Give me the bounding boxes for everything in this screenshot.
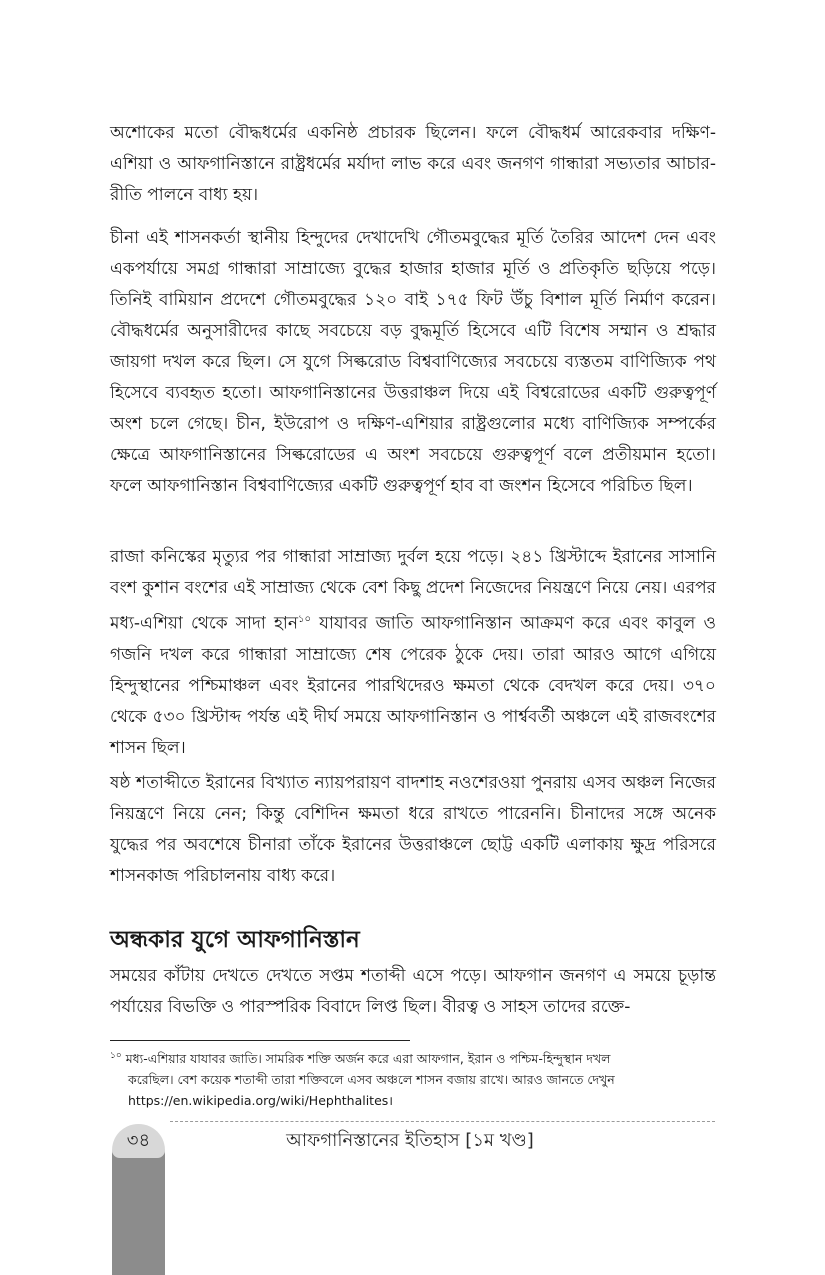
paragraph-3-text-before: রাজা কনিস্কের মৃত্যুর পর গান্ধারা সাম্রাজ্য দুর্বল হয়ে পড়ে। ২৪১ খ্রিস্টাব্দে ইরানের সাসানি বংশ কুশান বংশের এই সাম্রাজ্য থেকে বেশ কিছু প্রদেশ নিজেদের নিয়ন্ত্রণে নিয়ে নেয়। এরপর মধ্য-এশিয়া থেকে সাদা হান — [110, 547, 716, 634]
footnote-mark: ১০ — [110, 1051, 122, 1061]
paragraph-2: চীনা এই শাসনকর্তা স্থানীয় হিন্দুদের দেখাদেখি গৌতমবুদ্ধের মূর্তি তৈরির আদেশ দেন এবং একপর্যায়ে সমগ্র গান্ধারা সাম্রাজ্যে বুদ্ধের হাজার হাজার মূর্তি ও প্রতিকৃতি ছড়িয়ে পড়ে। তিনিই বামিয়ান প্রদেশে গৌতমবুদ্ধের ১২০ বাই ১৭৫ ফিট উঁচু বিশাল মূর্তি নির্মাণ করেন। বৌদ্ধধর্মের অনুসারীদের কাছে সবচেয়ে বড় বুদ্ধমূর্তি হিসেবে এটি বিশেষ সম্মান ও শ্রদ্ধার জায়গা দখল করে ছিল। সে যুগে সিল্করোড বিশ্ববাণিজ্যের সবচেয়ে ব্যস্ততম বাণিজ্যিক পথ হিসেবে ব্যবহৃত হতো। আফগানিস্তানের উত্তরাঞ্চল দিয়ে এই বিশ্বরোডের একটি গুরুত্বপূর্ণ অংশ চলে গেছে। চীন, ইউরোপ ও দক্ষিণ-এশিয়ার রাষ্ট্রগুলোর মধ্যে বাণিজ্যিক সম্পর্কের ক্ষেত্রে আফগানিস্তানের সিল্করোডের এ অংশ সবচেয়ে গুরুত্বপূর্ণ বলে প্রতীয়মান হতো। ফলে আফগানিস্তান বিশ্ববাণিজ্যের একটি গুরুত্বপূর্ণ হাব বা জংশন হিসেবে পরিচিত ছিল। — [110, 228, 716, 496]
page-number: ৩৪ — [112, 1124, 165, 1158]
footnote-divider — [110, 1040, 410, 1041]
footnote — [110, 1046, 718, 1111]
footnote-link: https://en.wikipedia.org/wiki/Hephthalites। — [128, 1093, 394, 1109]
running-title: আফগানিস্তানের ইতিহাস [১ম খণ্ড] — [286, 1130, 534, 1151]
footnote-reference: ১০ — [298, 614, 311, 625]
paragraph-5: সময়ের কাঁটায় দেখতে দেখতে সপ্তম শতাব্দী এসে পড়ে। আফগান জনগণ এ সময়ে চূড়ান্ত পর্যায়ের বিভক্তি ও পারস্পরিক বিবাদে লিপ্ত ছিল। বীরত্ব ও সাহস তাদের রক্তে- — [110, 966, 716, 1017]
section-heading: অন্ধকার যুগে আফগানিস্তান — [110, 927, 360, 953]
paragraph-4: ষষ্ঠ শতাব্দীতে ইরানের বিখ্যাত ন্যায়পরায়ণ বাদশাহ নওশেরওয়া পুনরায় এসব অঞ্চল নিজের নিয়ন্ত্রণে নিয়ে নেন; কিন্তু বেশিদিন ক্ষমতা ধরে রাখতে পারেননি। চীনাদের সঙ্গে অনেক যুদ্ধের পর অবশেষে চীনারা তাঁকে ইরানের উত্তরাঞ্চলে ছোট্ট একটি এলাকায় ক্ষুদ্র পরিসরে শাসনকাজ পরিচালনায় বাধ্য করে। — [110, 773, 716, 886]
paragraph-3 — [110, 542, 716, 764]
footer-dashed-divider — [170, 1121, 715, 1122]
footnote-line-2: করেছিল। বেশ কয়েক শতাব্দী তারা শক্তিবলে এসব অঞ্চলে শাসন বজায় রাখে। আরও জানতে দেখুন — [128, 1072, 615, 1088]
footnote-line-1: মধ্য-এশিয়ার যাযাবর জাতি। সামরিক শক্তি অর্জন করে এরা আফগান, ইরান ও পশ্চিম-হিন্দুস্থান দখল — [125, 1051, 611, 1067]
paragraph-3-text-after: যাযাবর জাতি আফগানিস্তান আক্রমণ করে এবং কাবুল ও গজনি দখল করে গান্ধারা সাম্রাজ্যে শেষ পেরেক ঠুকে দেয়। তারা আরও আগে এগিয়ে হিন্দুস্থানের পশ্চিমাঞ্চল এবং ইরানের পারথিদেরও ক্ষমতা থেকে বেদখল করে দেয়। ৩৭০ থেকে ৫৩০ খ্রিস্টাব্দ পর্যন্ত এই দীর্ঘ সময়ে আফগানিস্তান ও পার্শ্ববর্তী অঞ্চলে এই রাজবংশের শাসন ছিল। — [110, 613, 717, 758]
paragraph-1: অশোকের মতো বৌদ্ধধর্মের একনিষ্ঠ প্রচারক ছিলেন। ফলে বৌদ্ধধর্ম আরেকবার দক্ষিণ-এশিয়া ও আফগানিস্তানে রাষ্ট্রধর্মের মর্যাদা লাভ করে এবং জনগণ গান্ধারা সভ্যতার আচার-রীতি পালনে বাধ্য হয়। — [110, 123, 716, 205]
